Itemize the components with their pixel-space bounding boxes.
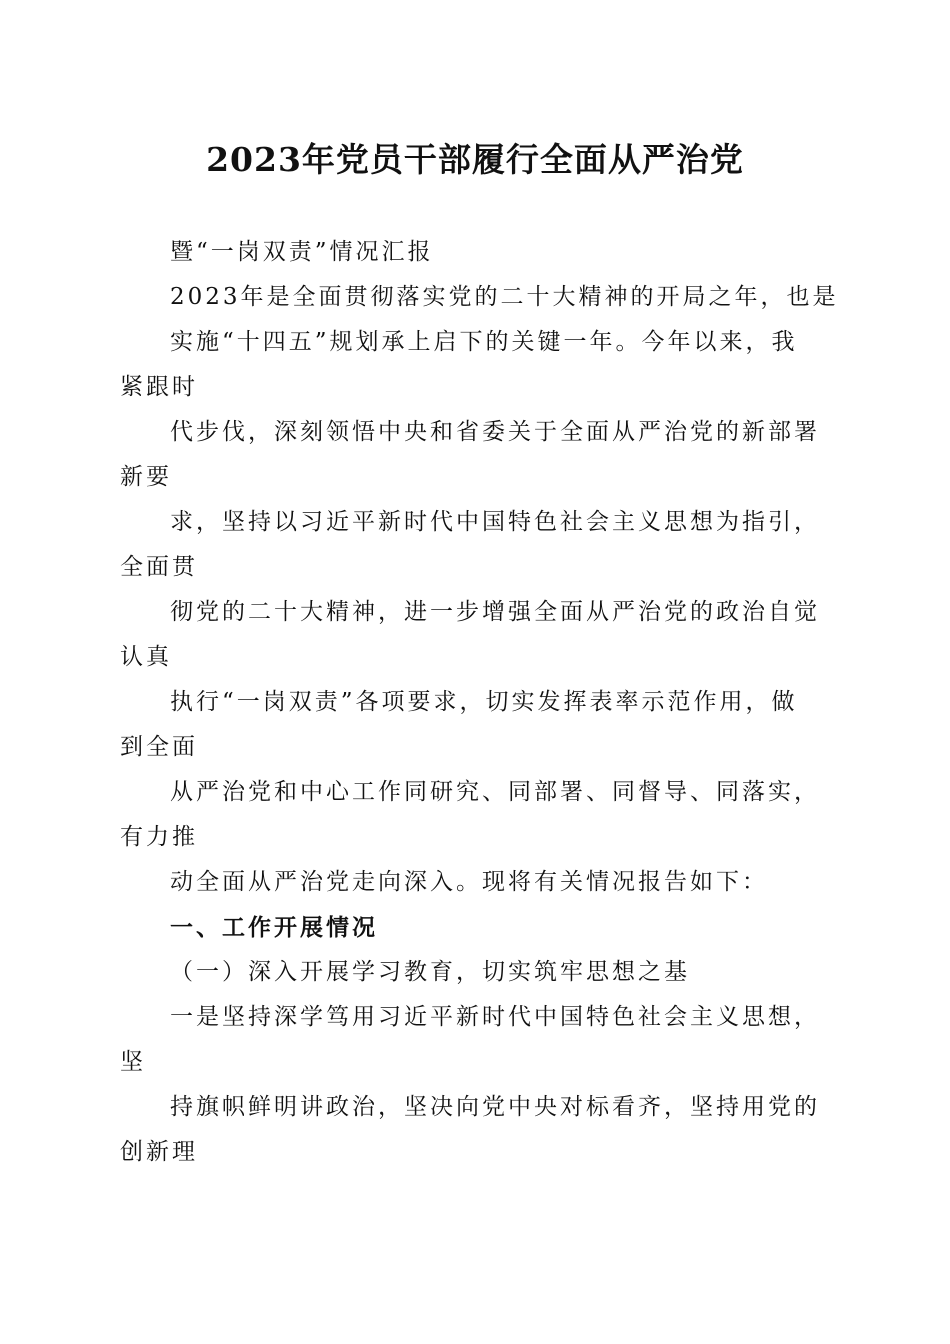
paragraph-line: 有力推 [120,824,198,850]
paragraph-line: 持旗帜鲜明讲政治，坚决向党中央对标看齐，坚持用党的 [170,1094,820,1120]
paragraph-line: 动全面从严治党走向深入。现将有关情况报告如下： [170,869,768,895]
paragraph-line: 执行“一岗双责”各项要求，切实发挥表率示范作用，做 [170,689,798,715]
paragraph-line: 紧跟时 [120,374,198,400]
paragraph-line: 坚 [120,1049,146,1075]
paragraph-line: 从严治党和中心工作同研究、同部署、同督导、同落实， [170,779,820,805]
paragraph-line: 求，坚持以习近平新时代中国特色社会主义思想为指引， [170,509,820,535]
paragraph-line: 新要 [120,464,172,490]
paragraph-line: 代步伐，深刻领悟中央和省委关于全面从严治党的新部署 [170,419,820,445]
paragraph-line: 2023年是全面贯彻落实党的二十大精神的开局之年，也是 [170,284,839,310]
paragraph-line: 全面贯 [120,554,198,580]
paragraph-line: 彻党的二十大精神，进一步增强全面从严治党的政治自觉 [170,599,820,625]
paragraph-line: 到全面 [120,734,198,760]
subsection-heading: （一）深入开展学习教育，切实筑牢思想之基 [170,959,690,985]
paragraph-line: 创新理 [120,1139,198,1165]
document-title: 2023年党员干部履行全面从严治党 [206,140,744,179]
paragraph-line: 认真 [120,644,172,670]
document-body [120,230,839,1175]
paragraph-line: 一是坚持深学笃用习近平新时代中国特色社会主义思想， [170,1004,820,1030]
section-heading: 一、工作开展情况 [170,914,378,941]
paragraph-line: 实施“十四五”规划承上启下的关键一年。今年以来，我 [170,329,798,355]
paragraph-line: 暨“一岗双责”情况汇报 [170,239,434,265]
